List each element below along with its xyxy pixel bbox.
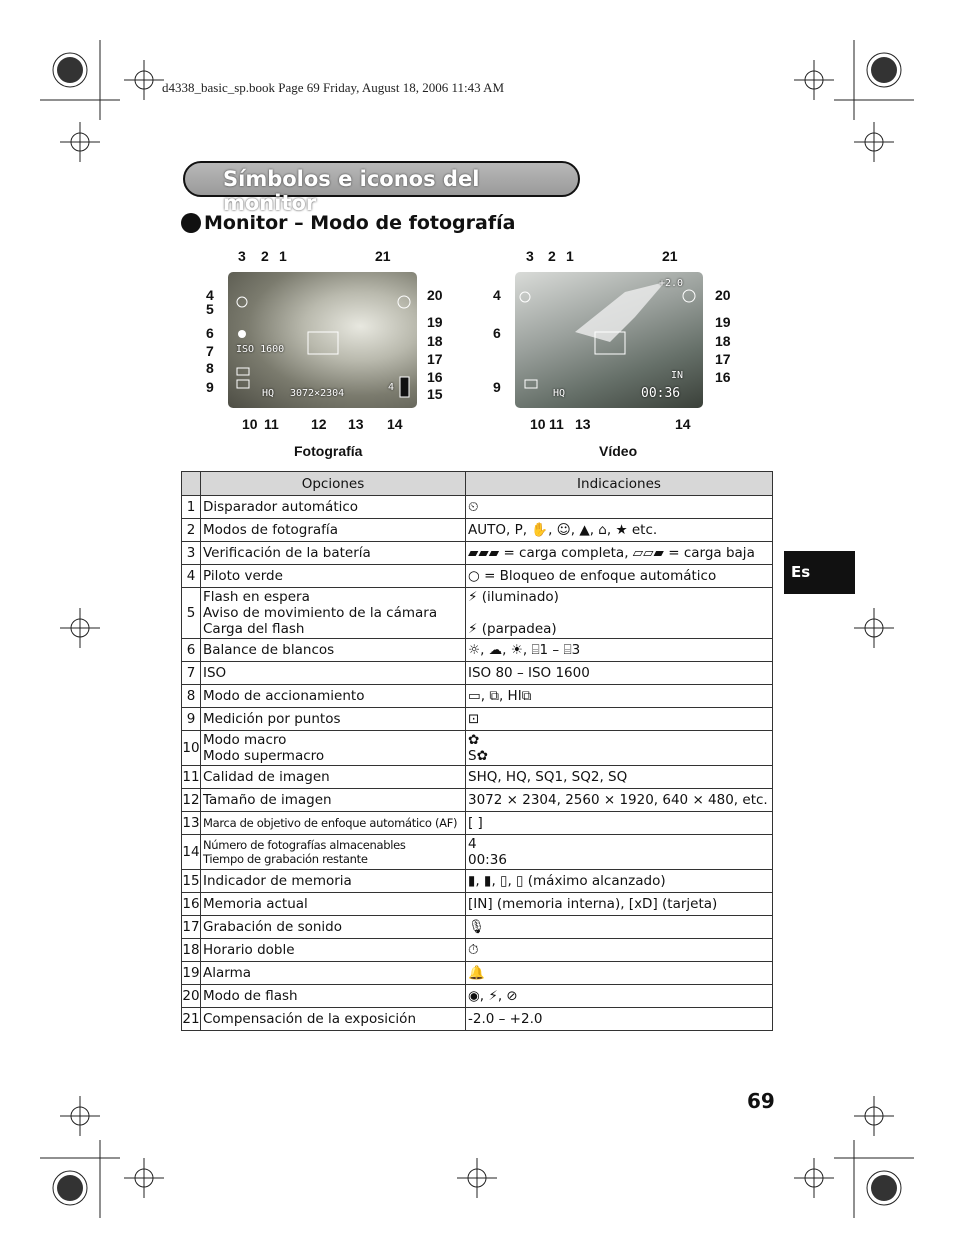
photo-callout-2: 2 (261, 248, 269, 264)
row-number: 17 (182, 916, 201, 939)
row-indication: ○ = Bloqueo de enfoque automático (466, 565, 773, 588)
table-row (182, 1008, 773, 1031)
photo-callout-18: 18 (427, 333, 443, 349)
table-row (182, 789, 773, 812)
table-row (182, 565, 773, 588)
row-option: Medición por puntos (201, 708, 466, 731)
subheading (181, 212, 515, 234)
video-time-readout: 00:36 (641, 386, 681, 401)
photo-callout-7: 7 (206, 343, 214, 359)
row-number: 15 (182, 870, 201, 893)
row-number: 1 (182, 496, 201, 519)
table-row (182, 496, 773, 519)
row-option: Balance de blancos (201, 639, 466, 662)
row-number: 19 (182, 962, 201, 985)
row-number: 11 (182, 766, 201, 789)
photo-caption: Fotografía (294, 443, 363, 459)
row-number: 6 (182, 639, 201, 662)
options-table (181, 471, 773, 1031)
photo-callout-20: 20 (427, 287, 443, 303)
row-indication: ▮, ▮, ▯, ▯ (máximo alcanzado) (466, 870, 773, 893)
video-callout-16: 16 (715, 369, 731, 385)
video-callout-18: 18 (715, 333, 731, 349)
table-row (182, 870, 773, 893)
video-callout-1: 1 (566, 248, 574, 264)
photo-callout-10: 10 (242, 416, 258, 432)
video-callout-21: 21 (662, 248, 678, 264)
video-callout-4: 4 (493, 287, 501, 303)
video-callout-14: 14 (675, 416, 691, 432)
row-option: Número de fotografías almacenables Tiempo de grabación restante (201, 835, 466, 870)
row-option: Calidad de imagen (201, 766, 466, 789)
row-indication: [ ] (466, 812, 773, 835)
row-indication: ISO 80 – ISO 1600 (466, 662, 773, 685)
row-indication: ▭, ⧉, HI⧉ (466, 685, 773, 708)
row-indication: ☼, ☁, ☀, ⌸1 – ⌸3 (466, 639, 773, 662)
table-row (182, 685, 773, 708)
row-indication: ⏱ (466, 939, 773, 962)
video-mode-screen (515, 272, 703, 408)
photo-callout-15: 15 (427, 386, 443, 402)
photo-size-readout: 3072×2304 (290, 388, 345, 399)
table-body (182, 496, 773, 1031)
photo-iso-readout: ISO 1600 (236, 344, 285, 355)
table-row (182, 962, 773, 985)
table-row (182, 812, 773, 835)
row-indication: ◉, ⚡, ⊘ (466, 985, 773, 1008)
row-option: Modos de fotografía (201, 519, 466, 542)
video-callout-10: 10 (530, 416, 546, 432)
video-callout-20: 20 (715, 287, 731, 303)
photo-callout-19: 19 (427, 314, 443, 330)
table-row (182, 519, 773, 542)
row-option: Piloto verde (201, 565, 466, 588)
photo-mode-screen (228, 272, 417, 408)
photo-callout-16: 16 (427, 369, 443, 385)
video-callout-9: 9 (493, 379, 501, 395)
table-row (182, 662, 773, 685)
photo-callout-14: 14 (387, 416, 403, 432)
table-row (182, 542, 773, 565)
row-number: 20 (182, 985, 201, 1008)
row-indication: ⚡ (iluminado) ⚡ (parpadea) (466, 588, 773, 639)
photo-callout-12: 12 (311, 416, 327, 432)
row-indication: ⏲ (466, 496, 773, 519)
photo-callout-3: 3 (238, 248, 246, 264)
table-header-row (182, 472, 773, 496)
table-row (182, 835, 773, 870)
table-row (182, 766, 773, 789)
table-row (182, 916, 773, 939)
video-callout-17: 17 (715, 351, 731, 367)
row-number: 7 (182, 662, 201, 685)
row-number: 8 (182, 685, 201, 708)
header-options: Opciones (201, 472, 466, 496)
photo-callout-5: 5 (206, 301, 214, 317)
row-option: Memoria actual (201, 893, 466, 916)
table-row (182, 985, 773, 1008)
row-number: 16 (182, 893, 201, 916)
table-row (182, 708, 773, 731)
row-option: Verificación de la batería (201, 542, 466, 565)
row-indication: AUTO, P, ✋, ☺, ▲, ⌂, ★ etc. (466, 519, 773, 542)
photo-callout-4: 4 (206, 287, 214, 303)
row-number: 2 (182, 519, 201, 542)
row-option: Modo de flash (201, 985, 466, 1008)
row-number: 13 (182, 812, 201, 835)
row-number: 3 (182, 542, 201, 565)
video-caption: Vídeo (599, 443, 638, 459)
page-title: Símbolos e iconos del monitor (223, 167, 480, 215)
row-number: 4 (182, 565, 201, 588)
photo-remaining-readout: 4 (388, 382, 395, 393)
row-indication: 4 00:36 (466, 835, 773, 870)
language-tab-label: Es (791, 563, 811, 581)
row-option: Grabación de sonido (201, 916, 466, 939)
book-header: d4338_basic_sp.book Page 69 Friday, August 18, 2006 11:43 AM (162, 80, 505, 95)
photo-callout-21: 21 (375, 248, 391, 264)
row-indication: 🎙 (466, 916, 773, 939)
photo-callout-8: 8 (206, 360, 214, 376)
row-option: Tamaño de imagen (201, 789, 466, 812)
row-number: 10 (182, 731, 201, 766)
row-indication: ✿ S✿ (466, 731, 773, 766)
photo-callout-1: 1 (279, 248, 287, 264)
photo-callout-17: 17 (427, 351, 443, 367)
row-option: Modo de accionamiento (201, 685, 466, 708)
video-callout-3: 3 (526, 248, 534, 264)
video-callout-2: 2 (548, 248, 556, 264)
video-memory-readout: IN (671, 370, 684, 381)
video-callout-11: 11 (549, 416, 564, 432)
photo-callout-9: 9 (206, 379, 214, 395)
table-row (182, 639, 773, 662)
row-option: Compensación de la exposición (201, 1008, 466, 1031)
table-row (182, 731, 773, 766)
row-number: 21 (182, 1008, 201, 1031)
row-indication: ⊡ (466, 708, 773, 731)
video-quality-readout: HQ (553, 388, 566, 399)
row-indication: -2.0 – +2.0 (466, 1008, 773, 1031)
row-number: 5 (182, 588, 201, 639)
row-option: Flash en espera Aviso de movimiento de la cámara Carga del flash (201, 588, 466, 639)
row-option: ISO (201, 662, 466, 685)
table-row (182, 893, 773, 916)
table-row (182, 588, 773, 639)
photo-quality-readout: HQ (262, 388, 275, 399)
row-option: Horario doble (201, 939, 466, 962)
row-option: Disparador automático (201, 496, 466, 519)
photo-callout-6: 6 (206, 325, 214, 341)
video-callout-6: 6 (493, 325, 501, 341)
row-indication: [IN] (memoria interna), [xD] (tarjeta) (466, 893, 773, 916)
row-number: 9 (182, 708, 201, 731)
video-callout-13: 13 (575, 416, 591, 432)
language-tab (784, 551, 855, 594)
row-indication: 3072 × 2304, 2560 × 1920, 640 × 480, etc. (466, 789, 773, 812)
row-option: Indicador de memoria (201, 870, 466, 893)
row-number: 12 (182, 789, 201, 812)
video-exposure-readout: +2.0 (659, 278, 684, 289)
row-option: Modo macro Modo supermacro (201, 731, 466, 766)
row-option: Marca de objetivo de enfoque automático (AF) (201, 812, 466, 835)
row-indication: SHQ, HQ, SQ1, SQ2, SQ (466, 766, 773, 789)
row-option: Alarma (201, 962, 466, 985)
table-row (182, 939, 773, 962)
row-indication: ▰▰▰ = carga completa, ▱▱▰ = carga baja (466, 542, 773, 565)
photo-callout-11: 11 (264, 416, 279, 432)
header-num (182, 472, 201, 496)
bullet-icon (181, 213, 201, 233)
subheading-text: Monitor – Modo de fotografía (204, 212, 516, 234)
video-callout-19: 19 (715, 314, 731, 330)
header-indications: Indicaciones (466, 472, 773, 496)
photo-callout-13: 13 (348, 416, 364, 432)
row-number: 14 (182, 835, 201, 870)
section-title-banner (183, 161, 580, 215)
row-indication: 🔔 (466, 962, 773, 985)
row-number: 18 (182, 939, 201, 962)
page-number: 69 (747, 1089, 775, 1113)
